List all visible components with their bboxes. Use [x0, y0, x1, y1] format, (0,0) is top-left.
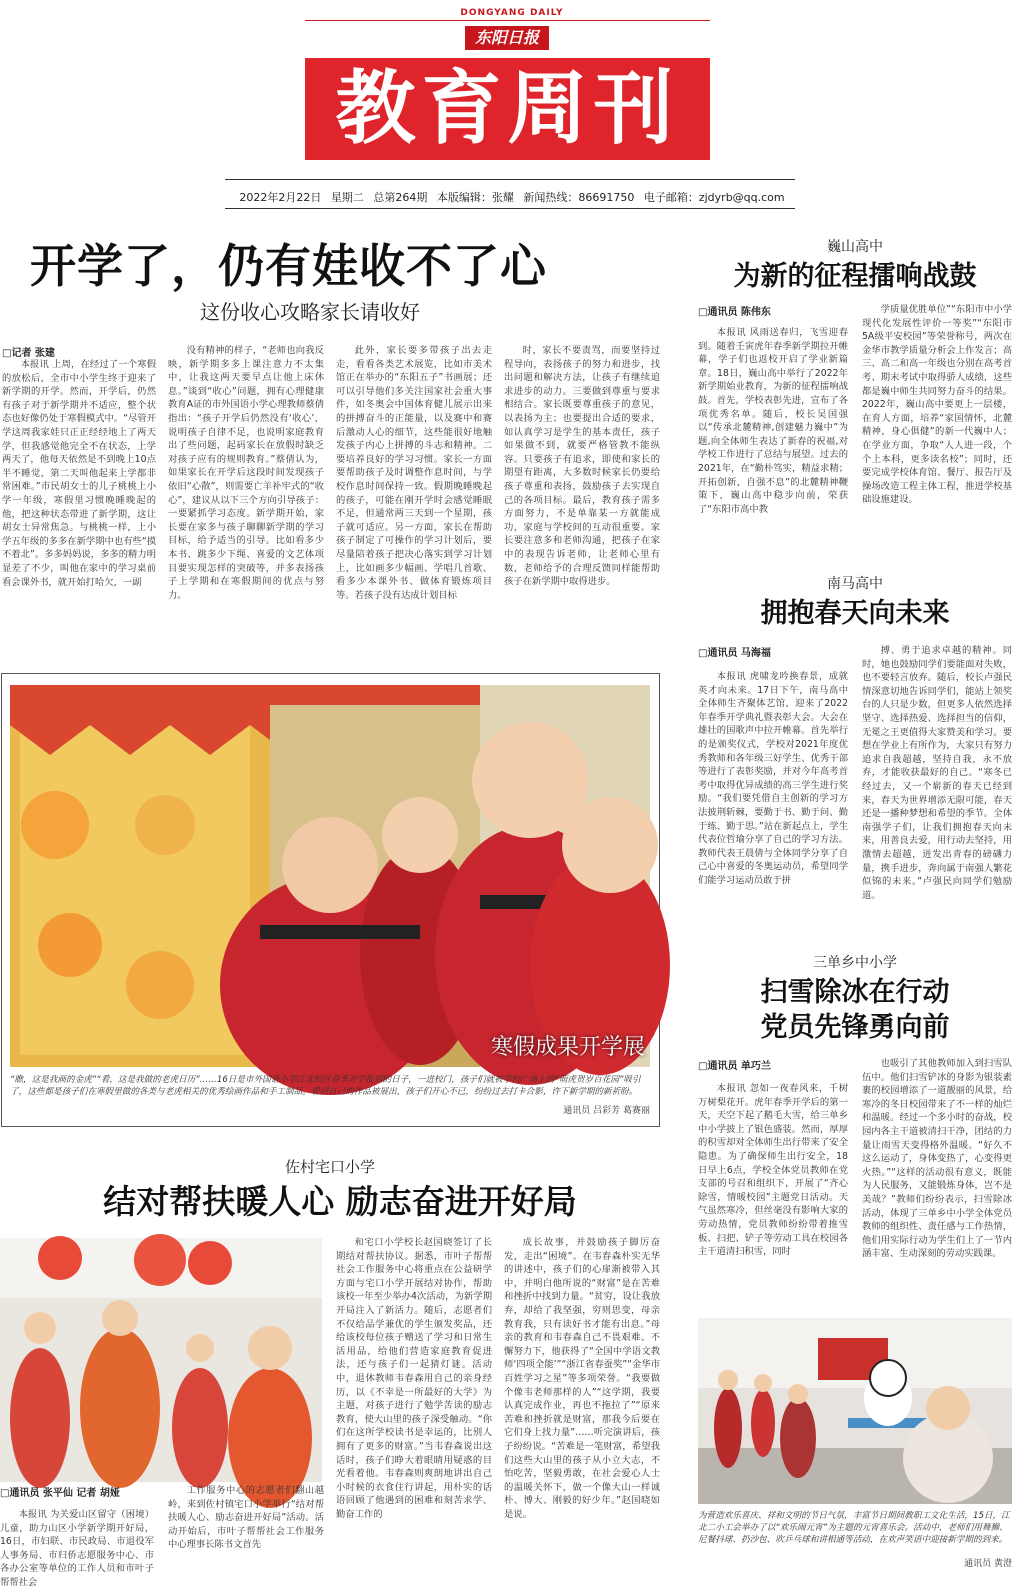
lantern-festival-image [698, 1318, 1012, 1504]
photo-overlay-title: 寒假成果开学展 [490, 1035, 645, 1060]
lead-column-1: 本报讯 上周，在经过了一个寒假的放松后，全市中小学生终于迎来了新学期的开学。然而，开学后，仍然有孩子对于新学期并不适应，整个状态也好像仍处于寒假模式中。“尽管开学这周我家娃只正正经经地上了两天学，但我感觉他完全不在状态，上学两天了，他每天依然是不到晚上10点半不睡觉，第二天叫他起来上学都非常困难。”市民胡女士的儿子桃桃上小学一年级，寒假里习惯晚睡晚起的他，把这种状态带进了新学期，这让胡女士异常焦急。与桃桃一样，上小学五年级的多多在新学期中也有些“摸不着北”。多多妈妈说，多多的精力明显差了不少，叫他在家中的学习桌前看会课外书，就开始打哈欠，一副 [2, 359, 156, 588]
section-title: 教育周刊 [305, 58, 710, 160]
zuozhai-photo [0, 1238, 322, 1482]
hotline: 新闻热线：86691750 [523, 191, 635, 204]
weekday: 星期二 [330, 191, 364, 204]
sandan-headline: 扫雪除冰在行动 [760, 977, 950, 1008]
nanma-byline: □通讯员 马海福 [698, 648, 771, 659]
bottom-right-photo [698, 1318, 1012, 1504]
editor: 本版编辑：张耀 [436, 191, 514, 204]
sandan-kicker: 三单乡中小学 [813, 955, 897, 971]
students-art-exhibit-image [10, 685, 650, 1067]
zuozhai-column-3: 和宅口小学校长赵国晓签订了长期结对帮扶协议。据悉，市叶子帮帮社会工作服务中心将重点在公益研学方面与宅口小学开展结对协作，帮助该校一年至少举办4次活动，为新学期开局注入了新活力。随后，志愿者们不仅给品学兼优的学生颁发奖品，还给该校每位孩子赠送了学习和日常生活用品，给他们营造家庭教育促进法，还与孩子们一起猜灯谜。活动中，退休教师韦春森用自己的亲身经历，以《不幸是一所最好的大学》为主题，对孩子进行了勉学苦读的励志教育，使大山里的孩子深受触动。“你们在这所学校读书是幸运的，比别人拥有了更多的财富。”当韦春森说出这话时，孩子们睁大着眼睛用疑惑的目光看着他。韦春森则爽朗地讲出自己小时候的衣食住行讲起，用朴实的话语回顾了他遇到的困难和刻苦求学、勤奋工作的 [336, 1237, 492, 1520]
lead-column-3: 此外，家长要多带孩子出去走走，看看各类艺术展览，比如市美术馆正在举办的“东阳五子”书画展；还可以引导他们多关注国家社会重大事件，如冬奥会中国体育健儿展示出来的拼搏奋斗的正能量，以及赛中和赛后激动人心的细节，这些能很好地触发孩子内心上拼搏的斗志和精神。二要培养良好的学习习惯。家长一方面要帮助孩子及时调整作息时间，与学校作息时间保持一致。假期晚睡晚起的孩子，可能在刚开学时会感觉睡眠不足，但通常两三天到一个星期，孩子就可适应。另一方面，家长在帮助孩子制定了可操作的学习计划后，要尽量陪着孩子把决心落实到学习计划上，比如画多少幅画、学唱几首歌、看多少本课外书、做体育锻炼项目等。若孩子没有达成计划目标 [336, 345, 492, 601]
zuozhai-kicker: 佐村宅口小学 [284, 1158, 375, 1176]
main-photo [10, 685, 650, 1067]
sandan-headline-line-2: 党员先锋勇向前 [760, 1012, 950, 1043]
nanma-headline: 拥抱春天向未来 [760, 598, 950, 629]
zuozhai-column-2: 工作服务中心的志愿者们翻山越岭，来到佐村镇宅口小学举行“结对帮扶暖人心、励志奋进开好局”活动。活动开始后，市叶子帮帮社会工作服务中心理事长陈书文首先 [168, 1485, 324, 1551]
nanma-kicker: 南马高中 [827, 576, 883, 592]
sandan-byline: □通讯员 单巧兰 [698, 1061, 771, 1072]
lead-headline: 开学了，仍有娃收不了心 [30, 239, 547, 293]
zuozhai-headline: 结对帮扶暖人心 励志奋进开好局 [103, 1182, 577, 1221]
email: 电子邮箱：zjdyrb@qq.com [643, 191, 785, 204]
lead-subhead: 这份收心攻略家长请收好 [200, 300, 420, 324]
main-photo-caption: “瞧，这是我画的金虎”“看，这是我做的老虎日历”……16日是市外国语小学江北校区春季开学报到的日子，一进校门，孩子们就被学校广场上的“萌虎贺岁百花园”吸引了，这些都是孩子们在寒假里做的各类与老虎相关的优秀绘画作品和手工制品。看到自己的作品被展出，孩子们开心不已，纷纷过去打卡合影，许下新学期的新祈盼。 [10, 1075, 641, 1097]
masthead-rule [305, 20, 710, 21]
weishan-column-1: 本报讯 风雨送春归，飞雪迎春到。随着壬寅虎年春季新学期拉开帷幕，学子们也返校开启了学业新篇章。18日，巍山高中举行了2022年新学期始业教育，为新的征程擂响战鼓。首先，学校表彰先进，宣布了各项优秀名单。随后，校长吴国强以“传承北麓精神,创建魅力巍中”为题,向全体师生表达了新春的祝福,对学校工作进行了总结与展望。过去的2021年，在“勤朴笃实，精益求精；开拓创新，自强不息”的北麓精神鞭策下，巍山高中稳步向前，荣获了“东阳市高中教 [698, 327, 848, 515]
weishan-kicker: 巍山高中 [827, 239, 883, 255]
bottom-photo-caption: 为营造欢乐喜庆、祥和文明的节日气氛，丰富节日期间教职工文化生活，15日，江北二小工会举办了以“欢乐闹元宵”为主题的元宵喜乐会。活动中，老师们用舞狮、尼餐抖球、扔沙包、吹乒乓球和讲相通等活动，在欢声笑语中迎接新学期的到来。 [698, 1511, 1010, 1545]
lead-column-2: 没有精神的样子，“老师也向我反映，新学期多多上课注意力不太集中，让我这两天要早点让他上床休息。”谈到“收心”问题，拥有心理健康教育A证的市外国语小学心理教师蔡倩指出：“孩子开学后仍然没有‘收心’，说明孩子自律不足，也说明家庭教育出了些问题，起码家长在放假时缺乏对孩子应有的规则教育。”蔡倩认为，如果家长在开学后这段时间发现孩子依旧“心散”，则需要亡羊补牢式的“收心”，建议从以下三个方向引导孩子：一要紧抓学习态度。新学期开始，家长要在家多与孩子聊聊新学期的学习目标，给予适当的引导。比如看多少本书、跳多少下绳、喜爱的文艺体项目要实现怎样的突破等，并多表扬孩子上学期和在寒假期间的优点与努力。 [168, 345, 324, 601]
date: 2022年2月22日 [239, 191, 322, 204]
zuozhai-byline: □通讯员 张平仙 记者 胡娅 [0, 1488, 120, 1499]
dateline [0, 189, 1024, 205]
dateline-top-rule [225, 179, 795, 180]
weishan-byline: □通讯员 陈伟东 [698, 307, 771, 318]
sandan-column-1: 本报讯 忽如一夜春风来，千树万树梨花开。虎年春季开学后的第一天，天空下起了鹅毛大雪，给三单乡中小学披上了银色盛装。然而，厚厚的积雪却对全体师生出行带来了安全隐患。为了确保师生出行安全，18日早上6点，学校全体党员教师在党支部的号召和组织下，开展了“齐心除雪，情暖校园”主题党日活动。天气虽然寒冷，但丝毫没有影响大家的劳动热情，党员教师纷纷带着推雪板、扫把、铲子等劳动工具在校园各主干道清扫积雪，同时 [698, 1083, 848, 1258]
sandan-column-2: 也吸引了其他教师加入到扫雪队伍中。他们扫雪铲冰的身影为银装素裹的校园增添了一道靓丽的风景，给寒冷的冬日校园带来了不一样的灿烂和温暖。经过一个多小时的奋战，校园内各主干道被清扫干净，团结的力量让雨雪天变得格外温暖。“好久不这么运动了，身体变热了，心变得更火热。”“这样的活动很有意义，既能为人民服务，又能锻炼身体，岂不是美哉？”教师们纷纷表示，扫雪除冰活动，体现了三单乡中小学全体党员教师的组织性、责任感与工作热情，他们用实际行动为学生们上了一节内涵丰富、生动深刻的劳动实践课。 [862, 1058, 1012, 1260]
dateline-bottom-rule [225, 208, 795, 209]
lead-column-4: 时，家长不要责骂，而要坚持过程导向，表扬孩子的努力和进步，找出问题和解决方法，让孩子有继续追求进步的动力。三要做到尊重与要求相结合。家长既要尊重孩子的意见，以表扬为主；也要提出合适的要求，如认真学习是学生的基本责任，孩子如果做不到，就要严格管教不能纵容。只要孩子有追求，即使和家长的期望有距离，大多数时候家长仍要给孩子尊重和表扬，鼓励孩子去实现自己的各项目标。最后，教育孩子需多方面努力，不是单靠某一方就能成功，家庭与学校间的互动很重要。家长要注意多和老师沟通，把孩子在家中的表现告诉老师，让老师心里有数，老师给予的合理反馈同样能帮助孩子在新学期中取得进步。 [504, 345, 660, 588]
children-with-volunteers-image [0, 1238, 322, 1482]
weishan-headline: 为新的征程擂响战鼓 [733, 261, 977, 292]
newspaper-logo: 东阳日报 [465, 26, 549, 50]
bottom-photo-credit: 通讯员 黄澄 [964, 1559, 1012, 1569]
zuozhai-column-4: 成长故事，并鼓励孩子脚厉奋发，走出“困境”。在韦春森朴实无华的讲述中，孩子们的心扉渐被带入其中，并明白他所说的“财富”是在苦难和挫折中找到力量。“贫穷，设让我放弃，却给了我坚强，穷则思变，母亲教育我，只有读好书才能有出息。”母亲的教育和韦春森自己不畏艰难、不懈努力下，他获得了“全国中学语文教师‘四项全能’”“浙江省春蚕奖”“金华市百姓学习之星”等多项荣誉。“我要做个像韦老师那样的人”“这学期，我要认真完成作业，再也不拖拉了”“原来苦难和挫折就是财富，那我今后要在它们身上找力量”……听完演讲后，孩子纷纷说。“苦难是一笔财富，希望我们这些大山里的孩子从小立大志，不怕吃苦，坚毅勇敢，在社会爱心人士的温暖关怀下，做一个像大山一样诚朴、博大、刚毅的好少年。”赵国晓如是说。 [504, 1237, 660, 1520]
nanma-column-2: 搏、勇于追求卓越的精神。同时，她也鼓励同学们要能面对失败，也不要轻言放弃。随后，校长卢强民情深意切地告诉同学们，能站上领奖台的人只是少数，但更多人依然选择坚守、选择热爱、选择担当的信仰，无冕之王更值得大家赞美和学习。要想在学业上有所作为，大家只有努力追求自我超越，坚持自我，永不放弃，才能收获最好的自己。“寒冬已经过去，又一个崭新的春天已经到来，春天为世界增添无限可能，春天还是一播种梦想和希望的季节。全体南强学子们，让我们拥抱春天向未来，用善良去爱，用行动去坚持，用激情去超越，迸发出青春的磅礴力量，携手进步，奔向属于南强人繁花似锦的未来。”卢强民向同学们勉励道。 [862, 645, 1012, 901]
nanma-column-1: 本报讯 虎啸龙吟换春景，成就英才向未来。17日下午，南马高中全体师生齐聚体艺馆，迎来了2022年春季开学典礼暨表彰大会。大会在雄壮的国歌声中拉开帷幕。首先举行的是颁奖仪式，学校对2021年度优秀教师和各年级三好学生、优秀干部等进行了表彰奖励，并对今年高考首考中取得优异成绩的高三学生进行奖励。“我们要凭借自主创新的学习方法披荆斩棘，要勤于书、勤于问、勤于练、勤于思。”站在新起点上，学生代表位哲瑜分享了自己的学习方法。教师代表王晨倩与全体同学分享了自己心中喜爱的冬奥运动员，希望同学们能学习运动员敢于拼 [698, 671, 848, 886]
weishan-column-2: 学质量优胜单位”“东阳市中小学现代化发展性评价一等奖”“东阳市5A级平安校园”等荣誉称号，两次在金华市教学质量分析会上作发言；高三、高二和高一年级也分别在高考首考、期末考试中取得骄人成绩，这些都是巍中师生共同努力奋斗的结果。2022年，巍山高中要更上一层楼，在育人方面，培养“家国情怀，北麓精神，身心俱健”的新一代巍中人；在学业方面，争取“人人进一段，个个上本科，更多读名校”；同时，还要完成学校体育馆、餐厅、报告厅及操场改造工程主体工程，推进学校基础设施建设。 [862, 304, 1012, 506]
main-photo-credit: 通讯员 吕彩芳 葛赛丽 [563, 1106, 650, 1116]
lead-byline: □记者 张建 [2, 348, 55, 359]
masthead-english: DONGYANG DAILY [460, 8, 564, 18]
zuozhai-column-1: 本报讯 为关爱山区留守（困境）儿童，助力山区小学新学期开好局，16日，市妇联、市民政局、市退役军人事务局、市归侨志愿服务中心、市各办公室等单位的工作人员和市叶子帮帮社会 [0, 1509, 154, 1588]
issue-number: 总第264期 [373, 191, 428, 204]
